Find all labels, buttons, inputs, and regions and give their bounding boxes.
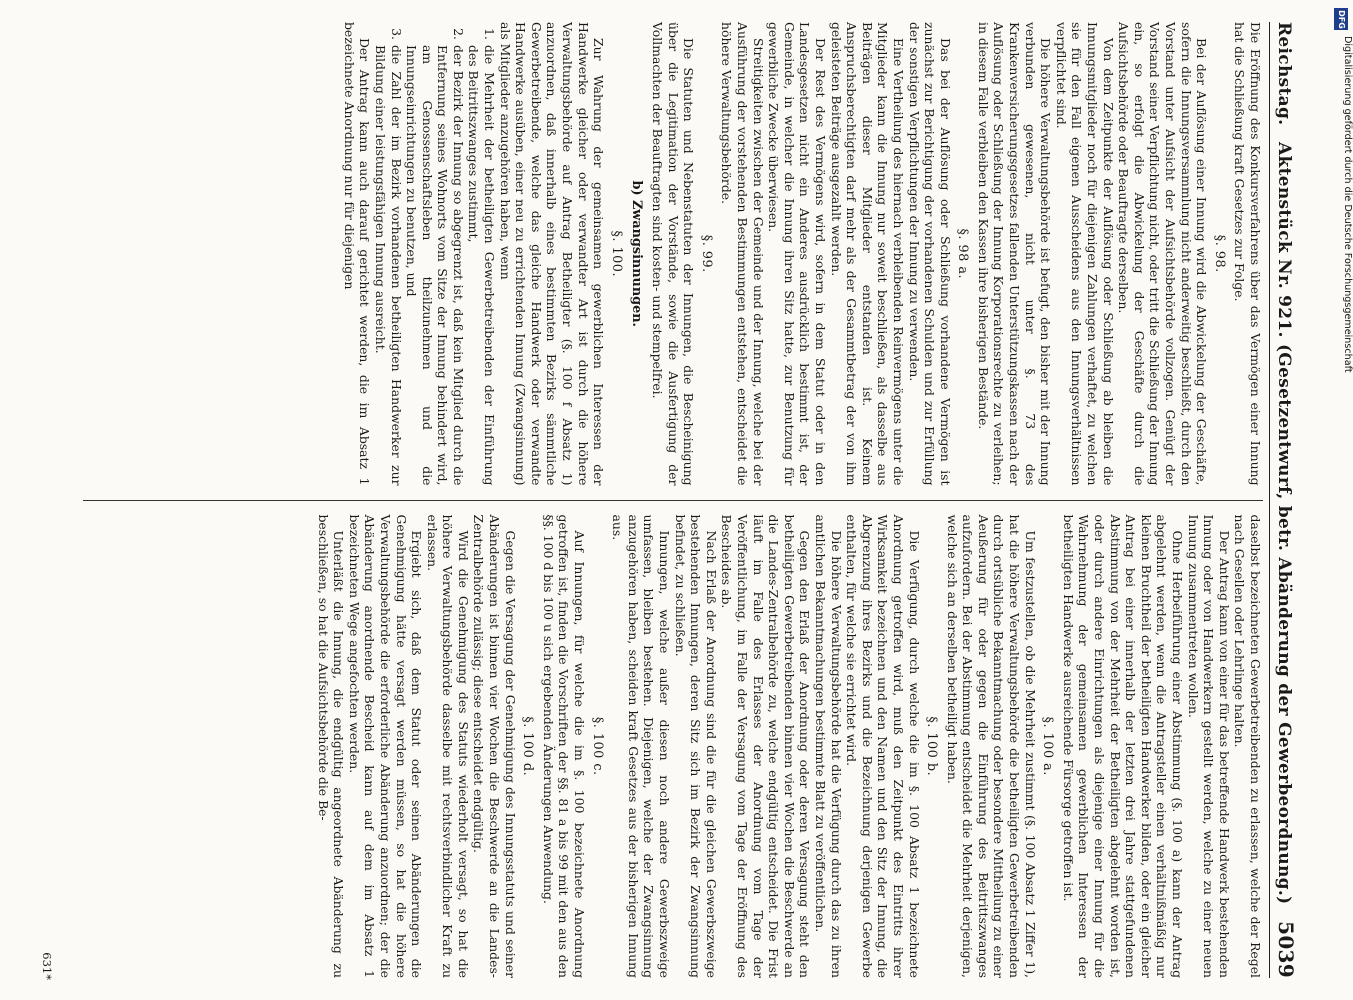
paragraph: Ergiebt sich, daß dem Statut oder seinen Abänderungen die Genehmigung hätte versagt werden müssen, so hat die höhere Verwaltungsbehörde die erforderliche Abänderung anzuordnen; der die Abänderung anordnende Bescheid kann auf dem im Absatz 1 bezeichneten Wege angefochten werden. <box>346 514 425 978</box>
paragraph: Der Rest des Vermögens wird, sofern in dem Statut oder in den Landesgesetzen nicht ein Anderes ausdrücklich bestimmt ist, der Gemeinde, in welcher die Innung ihren Sitz hatte, zur Benutzung für gewerbliche Zwecke überwiesen. <box>766 22 828 486</box>
digitization-sidebar <box>1329 0 1353 1000</box>
header-title: Aktenstück Nr. 921. (Gesetzentwurf, betr. Abänderung der Gewerbeordnung.) <box>1274 142 1294 905</box>
paragraph: Der Antrag kann von einer für das betreffende Handwerk bestehenden Innung oder von Handwerkern gestellt werden, welche zu einer neuen Innung zusammentreten wollen. <box>1185 514 1232 978</box>
list-item <box>404 22 466 486</box>
paragraph: Die Statuten und Nebenstatuten der Innungen, die Bescheinigung über die Legitimation der Vorstände, sowie die Ausfertigung der Vollmachten der Beauftragten sind kosten- und stempelfrei. <box>650 22 697 486</box>
section-heading: §. 98 a. <box>955 228 971 280</box>
paragraph: Die höhere Verwaltungsbehörde hat die Verfügung durch das zu ihren amtlichen Bekanntmachungen bestimmte Blatt zu veröffentlichen. <box>812 514 844 978</box>
paragraph: Auf Innungen, für welche die im §. 100 bezeichnete Anordnung getroffen ist, finden die Vorschriften der §§. 81 a bis 99 mit den aus den §§. 100 d bis 100 u sich ergebenden Änderungen Anwendung. <box>540 514 588 978</box>
section-heading: §. 100 c. <box>589 716 605 776</box>
list-text: die Zahl der im Bezirk vorhandenen betheiligten Handwerker zur Bildung einer leistungsfähigen Innung ausreicht. <box>372 45 404 486</box>
list-item <box>372 22 403 486</box>
paragraph: Von dem Zeitpunkte der Auflösung oder Schließung ab bleiben die Innungsmitglieder noch für diejenigen Zahlungen verhaftet, zu welchen sie für den Fall eigenen Ausscheidens aus den Innungsverhältnissen verpflichtet sind. <box>1053 22 1116 486</box>
page-header <box>1269 22 1298 978</box>
logo-text: DFG <box>1336 9 1346 29</box>
paragraph: Eine Vertheilung des hiernach verbleibenden Reinvermögens unter die Mitglieder kann die Innung nur soweit beschließen, als dasselbe aus Beiträgen dieser Mitglieder entstanden ist. Keinem Anspruchsberechtigten darf mehr als der Gesammtbetrag der von ihm geleisteten Beiträge ausgezahlt werden. <box>828 22 906 486</box>
paragraph: Unterläßt die Innung, die endgültig angeordnete Abänderung zu beschließen, so hat die Aufsichtsbehörde die Be- <box>315 514 347 978</box>
section-heading: §. 98. <box>1211 234 1227 273</box>
paragraph: Ohne Herbeiführung einer Abstimmung (§. 100 a) kann der Antrag abgelehnt werden, wenn die Antragsteller einen verhältnißmäßig nur kleinen Bruchtheil der betheiligten Handwerker bilden, oder ein gleicher Antrag bei einer innerhalb der letzten drei Jahre stattgefundenen Abstimmung von der Mehrheit der Betheiligten abgelehnt worden ist, oder durch andere Einrichtungen als diejenige einer Innung für die Wahrnehmung der gemeinsamen gewerblichen Interessen der betheiligten Handwerke ausreichende Fürsorge getroffen ist. <box>1060 514 1186 978</box>
paragraph: Wird die Genehmigung des Statuts wiederholt versagt, so hat die höhere Verwaltungsbehörde dasselbe mit rechtsverbindlicher Kraft zu erlassen. <box>424 514 471 978</box>
paragraph: Bei der Auflösung einer Innung wird die Abwickelung der Geschäfte, sofern die Innungsversammlung nicht anderweitig beschließt, durch den Vorstand unter Aufsicht der Aufsichtsbehörde vollzogen. Genügt der Vorstand seiner Verpflichtung nicht, oder tritt die Schließung der Innung ein, so erfolgt die Abwickelung der Geschäfte durch die Aufsichtsbehörde oder Beauftragte derselben. <box>1116 22 1210 486</box>
section-heading: §. 99. <box>698 234 714 273</box>
paragraph: daselbst bezeichneten Gewerbetreibenden zu erlassen, welche der Regel nach Gesellen oder Lehrlinge halten. <box>1232 514 1263 978</box>
paragraph: Die höhere Verwaltungsbehörde ist befugt, den bisher mit der Innung verbunden gewesenen, nicht unter §. 73 des Krankenversicherungsgesetzes fallenden Unterstützungskassen nach der Auflösung oder Schließung der Innung Korporationsrechte zu verleihen; in diesem Falle verbleiben den Kassen ihre bisherigen Bestände. <box>975 22 1054 486</box>
paragraph: Die Eröffnung des Konkursverfahrens über das Vermögen einer Innung hat die Schließung kraft Gesetzes zur Folge. <box>1232 22 1263 486</box>
list-text: der Bezirk der Innung so abgegrenzt ist, daß kein Mitglied durch die Entfernung seines Wohnorts vom Sitze der Innung behindert wird, am Genossenschaftsleben theilzunehmen und die Innungseinrichtungen zu benutzen, und <box>404 45 466 486</box>
paragraph: Das bei der Auflösung oder Schließung vorhandene Vermögen ist zunächst zur Berichtigung der vorhandenen Schulden und zur Erfüllung der sonstigen Verpflichtungen der Innung zu verwenden. <box>906 22 953 486</box>
left-column <box>83 22 1263 500</box>
header-left: Reichstag. <box>1274 22 1294 126</box>
paragraph: Gegen die Versagung der Genehmigung des Innungsstatuts und seiner Abänderungen ist binnen vier Wochen die Beschwerde an die Landes-Zentralbehörde zulässig; diese entscheidet endgültig. <box>471 514 518 978</box>
dfg-logo-icon <box>1334 8 1348 30</box>
section-heading: §. 100 b. <box>924 716 940 777</box>
digitization-note: Digitalisierung gefördert durch die Deutsche Forschungsgemeinschaft <box>1342 36 1353 373</box>
list-number: 1. <box>482 28 498 40</box>
paragraph: Der Antrag kann auch darauf gerichtet werden, die im Absatz 1 bezeichnete Anordnung nur für diejenigen <box>341 22 373 486</box>
subsection-heading: b) Zwangsinnungen. <box>629 180 645 327</box>
paragraph: Zur Wahrung der gemeinsamen gewerblichen Interessen der Handwerke gleicher oder verwandter Art ist durch die höhere Verwaltungsbehörde auf Antrag Betheiligter (§. 100 f Absatz 1) anzuordnen, daß innerhalb eines bestimmten Bezirks sämmtliche Gewerbetreibende, welche das gleiche Handwerk oder verwandte Handwerke ausüben, einer neu zu errichtenden Innung (Zwangsinnung) als Mitglieder anzugehören haben, wenn <box>497 22 607 486</box>
paragraph: Streitigkeiten zwischen der Gemeinde und der Innung, welche bei der Ausführung der vorstehenden Bestimmungen entstehen, entscheidet die höhere Verwaltungsbehörde. <box>719 22 766 486</box>
list-item <box>466 22 497 486</box>
signature-mark: 631* <box>40 952 54 980</box>
rotated-text-sheet <box>42 0 1312 1000</box>
list-number: 3. <box>388 28 404 40</box>
section-heading: §. 100 d. <box>520 716 536 777</box>
section-heading: §. 100 a. <box>1040 716 1056 776</box>
paragraph: Die Verfügung, durch welche die im §. 100 Absatz 1 bezeichnete Anordnung getroffen wird, muß den Zeitpunkt des Eintritts ihrer Wirksamkeit bezeichnen und den Namen und den Sitz der Innung, die Abgrenzung ihres Bezirks und die Bezeichnung derjenigen Gewerbe enthalten, für welche sie errichtet wird. <box>844 514 922 978</box>
paragraph: Nach Erlaß der Anordnung sind die für die gleichen Gewerbszweige bestehenden Innungen, deren Sitz sich im Bezirk der Zwangsinnung befindet, zu schließen. <box>672 514 719 978</box>
list-number: 2. <box>450 28 466 40</box>
right-column <box>83 500 1263 979</box>
page-number: 5039 <box>1274 921 1298 978</box>
text-columns <box>83 22 1263 978</box>
paragraph: Um festzustellen, ob die Mehrheit zustimmt (§. 100 Absatz 1 Ziffer 1), hat die höhere Verwaltungsbehörde die betheiligten Gewerbetreibenden durch ortsübliche Bekanntmachung oder besondere Mittheilung zu einer Aeußerung für oder gegen die Einführung des Beitrittszwanges aufzufordern. Bei der Abstimmung entscheidet die Mehrheit derjenigen, welche sich an derselben betheiligt haben. <box>944 514 1038 978</box>
paragraph: Gegen den Erlaß der Anordnung oder deren Versagung steht den betheiligten Gewerbetreibenden binnen vier Wochen die Beschwerde an die Landes-Zentralbehörde zu, welche endgültig entscheidet. Die Frist läuft im Falle des Erlasses der Anordnung vom Tage der Veröffentlichung, im Falle der Versagung vom Tage der Eröffnung des Bescheides ab. <box>719 514 813 978</box>
list-text: die Mehrheit der betheiligten Gewerbetreibenden der Einführung des Beitrittszwanges zustimmt, <box>466 45 498 486</box>
paragraph: Innungen, welche außer diesen noch andere Gewerbszweige umfassen, bleiben bestehen. Diejenigen, welche der Zwangsinnung anzugehören haben, scheiden kraft Gesetzes aus der bisherigen Innung aus. <box>610 514 673 978</box>
section-heading: §. 100. <box>608 230 624 278</box>
